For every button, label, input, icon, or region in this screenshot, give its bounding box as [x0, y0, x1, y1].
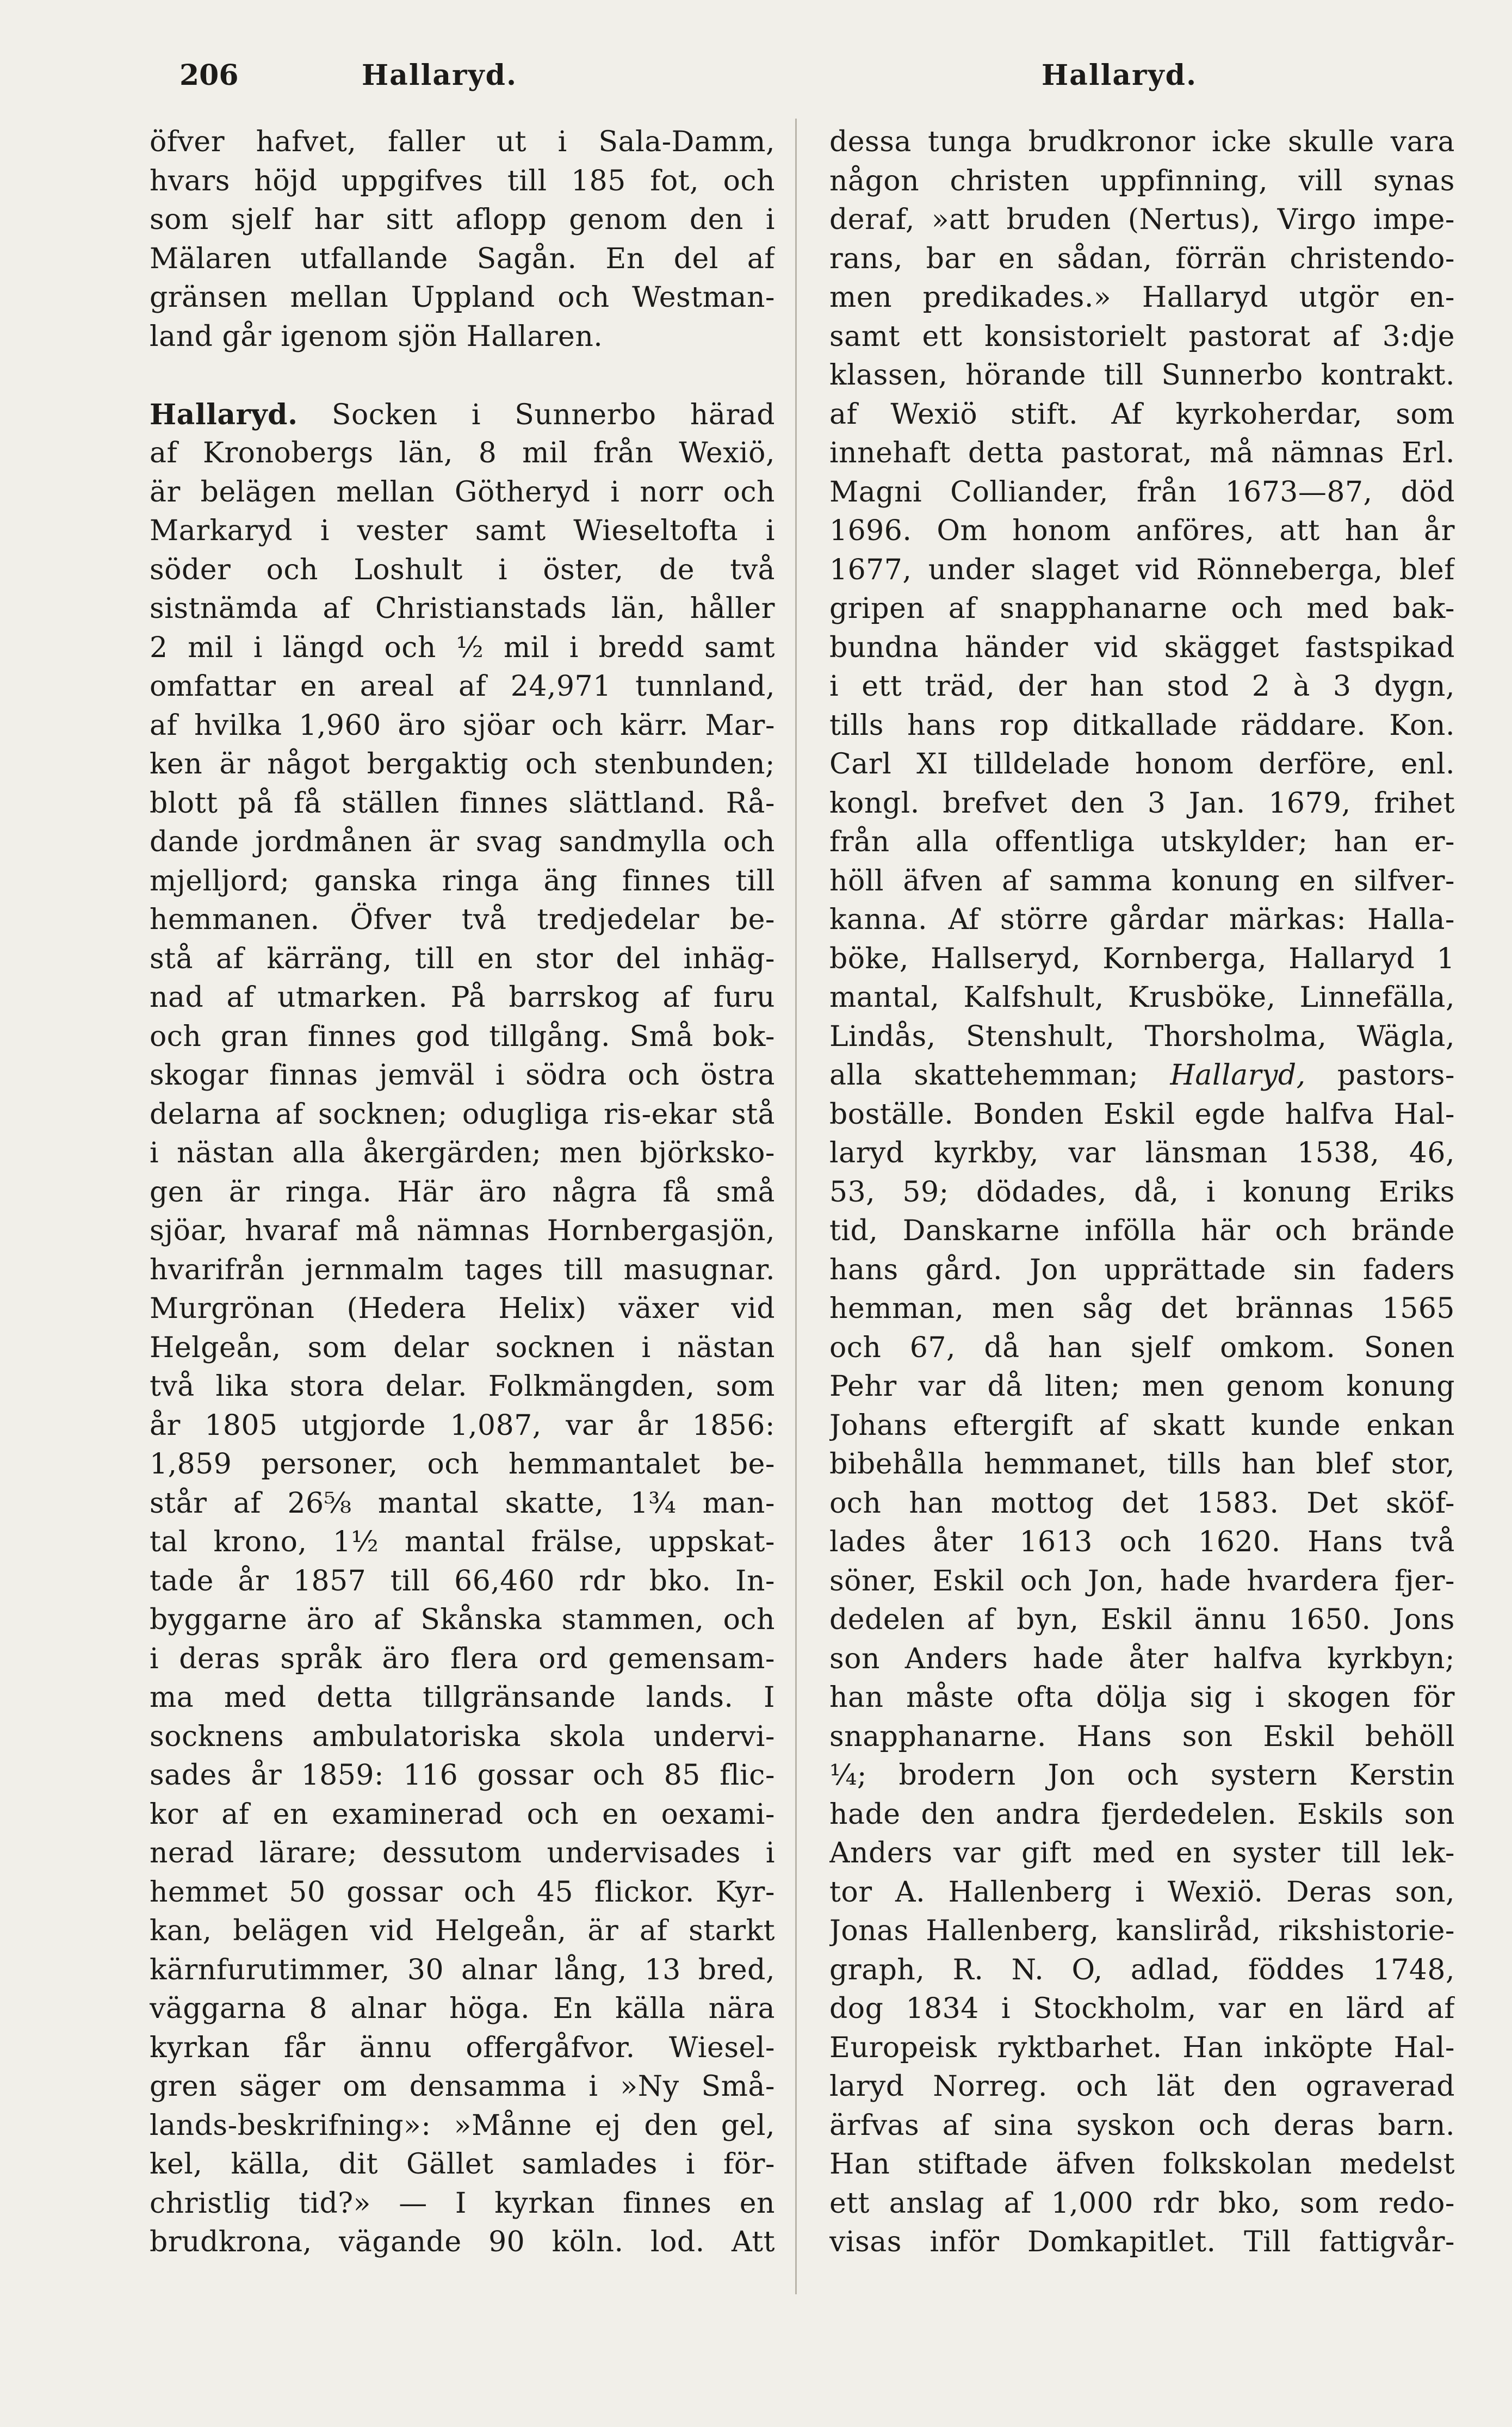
text-line: 1,859 personer, och hemmantalet be- [150, 1448, 775, 1481]
text-line: ¼; brodern Jon och systern Kerstin [829, 1759, 1455, 1792]
text-line: klassen, hörande till Sunnerbo kontrakt. [829, 359, 1455, 392]
text-line: skogar finnas jemväl i södra och östra [150, 1059, 775, 1092]
text-line: son Anders hade åter halfva kyrkbyn; [829, 1642, 1455, 1675]
text-line: ärfvas af sina syskon och deras barn. [829, 2109, 1455, 2142]
text-line: Han stiftade äfven folkskolan medelst [829, 2148, 1455, 2181]
entry-first-line-text: Socken i Sunnerbo härad [298, 398, 775, 431]
text-segment: alla skattehemman; [829, 1059, 1170, 1092]
text-line: rans, bar en sådan, förrän christendo- [829, 242, 1455, 275]
text-line: år 1805 utgjorde 1,087, var år 1856: [150, 1409, 775, 1442]
text-line: nad af utmarken. På barrskog af furu [150, 981, 775, 1014]
left-column [150, 123, 775, 2262]
running-head-right: Hallaryd. [1042, 59, 1198, 92]
text-line: lades åter 1613 och 1620. Hans två [829, 1526, 1455, 1558]
text-line: dedelen af byn, Eskil ännu 1650. Jons [829, 1603, 1455, 1636]
text-line: brudkrona, vägande 90 köln. lod. Att [150, 2226, 775, 2258]
text-segment: pastors- [1305, 1059, 1455, 1092]
right-column [829, 123, 1455, 2262]
text-line: mjelljord; ganska ringa äng finnes till [150, 864, 775, 897]
page-number: 206 [179, 59, 239, 92]
text-line: 53, 59; dödades, då, i konung Eriks [829, 1175, 1455, 1209]
text-line: Mälaren utfallande Sagån. En del af [150, 242, 775, 275]
text-line: ett anslag af 1,000 rdr bko, som redo- [829, 2187, 1455, 2220]
text-line: Murgrönan (Hedera Helix) växer vid [150, 1292, 775, 1325]
text-line: omfattar en areal af 24,971 tunnland, [150, 670, 775, 703]
text-line: af Kronobergs län, 8 mil från Wexiö, [150, 437, 775, 469]
text-line: Anders var gift med en syster till lek- [829, 1837, 1455, 1869]
text-line: hemmet 50 gossar och 45 flickor. Kyr- [150, 1875, 775, 1909]
text-line: hans gård. Jon upprättade sin faders [829, 1253, 1455, 1286]
text-line: ken är något bergaktig och stenbunden; [150, 748, 775, 781]
text-line: Helgeån, som delar socknen i nästan [150, 1331, 775, 1364]
text-line: 1696. Om honom anföres, att han år [829, 515, 1455, 547]
text-line: dande jordmånen är svag sandmylla och [150, 826, 775, 858]
text-line: deraf, »att bruden (Nertus), Virgo impe- [829, 203, 1455, 236]
text-line: dog 1834 i Stockholm, var en lärd af [829, 1992, 1455, 2025]
text-line: gränsen mellan Uppland och Westman- [150, 281, 775, 314]
text-line: väggarna 8 alnar höga. En källa nära [150, 1992, 775, 2025]
text-line: kor af en examinerad och en oexami- [150, 1798, 775, 1831]
text-line: sades år 1859: 116 gossar och 85 flic- [150, 1759, 775, 1792]
text-line: visas inför Domkapitlet. Till fattigvår- [829, 2226, 1455, 2258]
text-line: söder och Loshult i öster, de två [150, 553, 775, 586]
text-line: sistnämda af Christianstads län, håller [150, 592, 775, 625]
text-line: lands-beskrifning»: »Månne ej den gel, [150, 2109, 775, 2142]
text-line: tid, Danskarne infölla här och brände [829, 1215, 1455, 1247]
text-line: socknens ambulatoriska skola undervi- [150, 1720, 775, 1753]
text-line: kärnfurutimmer, 30 alnar lång, 13 bred, [150, 1953, 775, 1986]
text-line: Pehr var då liten; men genom konung [829, 1370, 1455, 1403]
text-line: någon christen uppfinning, vill synas [829, 164, 1455, 197]
text-line: böke, Hallseryd, Kornberga, Hallaryd 1 [829, 942, 1455, 975]
entry-heading: Hallaryd. [150, 398, 298, 431]
text-line: hvarifrån jernmalm tages till masugnar. [150, 1253, 775, 1286]
text-line: kyrkan får ännu offergåfvor. Wiesel- [150, 2031, 775, 2064]
text-line: Magni Colliander, från 1673—87, död [829, 475, 1455, 509]
text-line: tade år 1857 till 66,460 rdr bko. In- [150, 1564, 775, 1598]
text-line: bundna händer vid skägget fastspikad [829, 631, 1455, 664]
text-line: sjöar, hvaraf må nämnas Hornbergasjön, [150, 1215, 775, 1247]
text-line: och gran finnes god tillgång. Små bok- [150, 1020, 775, 1053]
paragraph-continued [829, 123, 1455, 1056]
paragraph-gap [150, 356, 775, 395]
text-line: från alla offentliga utskylder; han er- [829, 826, 1455, 858]
text-line: 2 mil i längd och ½ mil i bredd samt [150, 631, 775, 664]
text-line: byggarne äro af Skånska stammen, och [150, 1603, 775, 1636]
paragraph-continued-2 [829, 1095, 1455, 2262]
text-line: gripen af snapphanarne och med bak- [829, 592, 1455, 625]
text-line: nerad lärare; dessutom undervisades i [150, 1837, 775, 1869]
text-line: kanna. Af större gårdar märkas: Halla- [829, 903, 1455, 936]
text-line: af hvilka 1,960 äro sjöar och kärr. Mar- [150, 709, 775, 742]
text-line: höll äfven af samma konung en silfver- [829, 864, 1455, 897]
text-line: christlig tid?» — I kyrkan finnes en [150, 2187, 775, 2220]
text-line: söner, Eskil och Jon, hade hvardera fjer- [829, 1564, 1455, 1598]
text-line: och 67, då han sjelf omkom. Sonen [829, 1331, 1455, 1364]
text-line: laryd Norreg. och lät den ograverad [829, 2070, 1455, 2103]
text-line: snapphanarne. Hans son Eskil behöll [829, 1720, 1455, 1753]
text-line: blott på få ställen finnes slättland. Rå- [150, 787, 775, 820]
text-line: han måste ofta dölja sig i skogen för [829, 1681, 1455, 1714]
text-line: Markaryd i vester samt Wieseltofta i [150, 515, 775, 547]
text-line: gen är ringa. Här äro några få små [150, 1175, 775, 1209]
text-line: tor A. Hallenberg i Wexiö. Deras son, [829, 1875, 1455, 1909]
text-line: Lindås, Stenshult, Thorsholma, Wägla, [829, 1020, 1455, 1053]
text-line: tills hans rop ditkallade räddare. Kon. [829, 709, 1455, 742]
text-line: i deras språk äro flera ord gemensam- [150, 1642, 775, 1675]
text-line: och han mottog det 1583. Det sköf- [829, 1487, 1455, 1520]
text-line: tal krono, 1½ mantal frälse, uppskat- [150, 1526, 775, 1558]
hallaryd-entry-first-line [150, 395, 775, 435]
text-line: är belägen mellan Götheryd i norr och [150, 475, 775, 509]
paragraph-hafvet [150, 123, 775, 356]
text-line: af Wexiö stift. Af kyrkoherdar, som [829, 398, 1455, 431]
text-line: Jonas Hallenberg, kanslіråd, rikshistorie- [829, 1915, 1455, 1947]
text-line: Europeisk ryktbarhet. Han inköpte Hal- [829, 2031, 1455, 2064]
text-line: i nästan alla åkergärden; men björksko- [150, 1137, 775, 1169]
text-line: kan, belägen vid Helgeån, är af starkt [150, 1915, 775, 1947]
text-line: står af 26⅝ mantal skatte, 1¾ man- [150, 1487, 775, 1520]
column-divider [795, 119, 797, 2294]
text-line: ma med detta tillgränsande lands. I [150, 1681, 775, 1714]
text-line: dessa tunga brudkronor icke skulle vara [829, 126, 1455, 158]
text-line: 1677, under slaget vid Rönneberga, blef [829, 553, 1455, 586]
text-line: mantal, Kalfshult, Krusböke, Linnefälla, [829, 981, 1455, 1014]
text-line: graph, R. N. O, adlad, föddes 1748, [829, 1953, 1455, 1986]
text-line: boställe. Bonden Eskil egde halfva Hal- [829, 1098, 1455, 1131]
text-line: stå af kärräng, till en stor del inhäg- [150, 942, 775, 975]
text-line: kongl. brefvet den 3 Jan. 1679, frihet [829, 787, 1455, 820]
text-line: hade den andra fjerdedelen. Eskils son [829, 1798, 1455, 1831]
paragraph-hallaryd-entry [150, 434, 775, 2262]
text-line: gren säger om densamma i »Ny Små- [150, 2070, 775, 2103]
text-line: hemman, men såg det brännas 1565 [829, 1292, 1455, 1325]
text-line: innehaft detta pastorat, må nämnas Erl. [829, 437, 1455, 469]
text-line: laryd kyrkby, var länsman 1538, 46, [829, 1137, 1455, 1169]
text-line: hvars höjd uppgifves till 185 fot, och [150, 164, 775, 197]
text-line: bibehålla hemmanet, tills han blef stor, [829, 1448, 1455, 1481]
text-line: två lika stora delar. Folkmängden, som [150, 1370, 775, 1403]
text-line: öfver hafvet, faller ut i Sala-Damm, [150, 126, 775, 158]
text-line: som sjelf har sitt aflopp genom den i [150, 203, 775, 236]
running-head-left: Hallaryd. [362, 59, 518, 92]
text-line: land går igenom sjön Hallaren. [150, 320, 603, 353]
italic-place-name: Hallaryd, [1170, 1059, 1306, 1092]
text-line: kel, källa, dit Gället samlades i för- [150, 2148, 775, 2181]
text-line: delarna af socknen; odugliga ris-ekar stå [150, 1098, 775, 1131]
text-line: Carl XI tilldelade honom derföre, enl. [829, 748, 1455, 781]
text-line: Johans eftergift af skatt kunde enkan [829, 1409, 1455, 1442]
text-line: samt ett konsistorielt pastorat af 3:dje [829, 320, 1455, 353]
text-line [829, 1056, 1455, 1095]
text-line: i ett träd, der han stod 2 à 3 dygn, [829, 670, 1455, 703]
text-line: hemmanen. Öfver två tredjedelar be- [150, 903, 775, 936]
text-line: men predikades.» Hallaryd utgör en- [829, 281, 1455, 314]
